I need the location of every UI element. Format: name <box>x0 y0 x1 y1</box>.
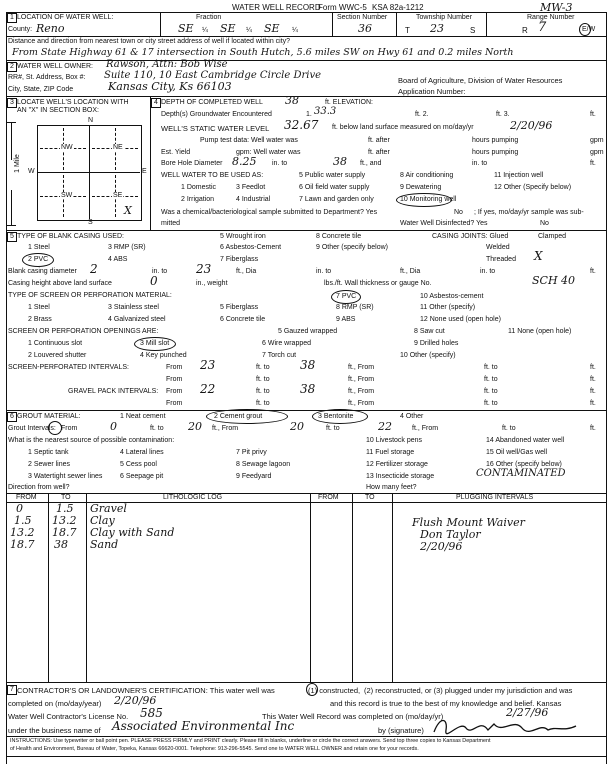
divider <box>486 12 487 36</box>
screen-type: 10 Asbestos-cement <box>420 293 484 300</box>
bentonite-circle <box>312 409 368 424</box>
ft-end: ft. <box>590 400 596 407</box>
howmany-label: How many feet? <box>366 484 417 491</box>
use-option: 8 Air conditioning <box>400 172 454 179</box>
yield-end: gpm <box>590 149 604 156</box>
log-desc: Clay with Sand <box>90 526 175 539</box>
log-col <box>310 493 311 682</box>
ft-from: ft., From <box>348 364 375 371</box>
opening-type: 2 Louvered shutter <box>28 352 87 359</box>
screen-type: 4 Galvanized steel <box>108 316 166 323</box>
log-from: 13.2 <box>10 526 35 539</box>
bore-end: ft. <box>590 160 596 167</box>
ft-to: ft. to <box>502 425 516 432</box>
ft-from: ft., From <box>348 400 375 407</box>
use-option: 2 Irrigation <box>181 196 215 203</box>
section-number: 6 <box>7 412 17 422</box>
openings-label: SCREEN OR PERFORATION OPENINGS ARE: <box>8 328 159 335</box>
divider <box>6 682 607 683</box>
nw-label: NW <box>61 144 73 151</box>
ft-to: ft. to <box>326 425 340 432</box>
source-option: 4 Lateral lines <box>120 449 164 456</box>
bore-to: 38 <box>333 155 347 168</box>
business-label: under the business name of <box>8 726 101 735</box>
static-date: 2/20/96 <box>510 119 553 132</box>
screen-label: TYPE OF SCREEN OR PERFORATION MATERIAL: <box>8 292 172 299</box>
gpi-from: 22 <box>200 382 216 396</box>
log-to: 18.7 <box>52 526 77 539</box>
log-col <box>392 493 393 682</box>
diameter-label: Blank casing diameter <box>8 268 77 275</box>
depth-label: DEPTH OF COMPLETED WELL <box>161 99 263 106</box>
location-label: LOCATION OF WATER WELL: <box>17 14 114 21</box>
diameter-in2: in. to <box>316 268 332 275</box>
license-value: 585 <box>140 706 163 720</box>
completed-date: 2/20/96 <box>114 694 157 707</box>
log-from: 1.5 <box>14 514 32 527</box>
chem-no: No <box>454 209 463 216</box>
gpi-to: 38 <box>300 382 316 396</box>
disinfect-no: No <box>540 220 549 227</box>
casing-type: 3 RMP (SR) <box>108 244 146 251</box>
use-option: 12 Other (Specify below) <box>494 184 572 191</box>
source-option: 1 Septic tank <box>28 449 69 456</box>
from-label: From <box>166 400 183 407</box>
divider <box>6 230 607 231</box>
grout-option: 2 Cement grout <box>214 413 263 420</box>
pump-hours: hours pumping <box>472 137 519 144</box>
screen-type: 7 PVC <box>336 293 357 300</box>
source-option: 5 Cess pool <box>120 461 157 468</box>
gw1-label: 1. <box>306 111 312 118</box>
cement-grout-circle <box>206 409 288 424</box>
ne-label: NE <box>113 144 123 151</box>
use-option: 6 Oil field water supply <box>299 184 370 191</box>
township-s: S <box>470 26 476 35</box>
address-value: Suite 110, 10 East Cambridge Circle Drive <box>104 70 322 81</box>
section-number: 4 <box>151 98 161 108</box>
owner-label: WATER WELL OWNER: <box>17 63 93 70</box>
pump-label: Pump test data: Well water was <box>200 137 298 144</box>
pvc-circle <box>22 253 54 267</box>
township-value: 23 <box>430 22 444 35</box>
use-label: WELL WATER TO BE USED AS: <box>161 172 264 179</box>
log-header-to2: TO <box>365 494 375 501</box>
diameter-value: 2 <box>90 262 98 276</box>
opening-type: 6 Wire wrapped <box>262 340 312 347</box>
from-label: From <box>166 388 183 395</box>
grout-label: GROUT MATERIAL: <box>17 413 81 420</box>
height-value: 0 <box>150 274 158 288</box>
county-value: Reno <box>36 22 65 35</box>
screen-type: 1 Steel <box>28 304 50 311</box>
grout-option: 4 Other <box>400 413 424 420</box>
spi-label: SCREEN-PERFORATED INTERVALS: <box>8 364 129 371</box>
county-label: County: <box>8 26 33 33</box>
screen-type: 8 RMP (SR) <box>336 304 374 311</box>
locate-label: LOCATE WELL'S LOCATION WITH <box>17 99 129 106</box>
pump-after: ft. after <box>368 137 390 144</box>
source-option: 14 Abandoned water well <box>486 437 565 444</box>
section-number: 2 <box>7 62 17 72</box>
diameter-ft2: ft., Dia <box>400 268 421 275</box>
section-number: 1 <box>7 13 17 23</box>
yield-hours: hours pumping <box>472 149 519 156</box>
completed-label: completed on (mo/day/year) <box>8 699 102 708</box>
plug-note: Flush Mount Waiver <box>412 516 525 529</box>
screen-type: 2 Brass <box>28 316 52 323</box>
gpi-label: GRAVEL PACK INTERVALS: <box>68 388 159 395</box>
source-option: 6 Seepage pit <box>120 473 164 480</box>
divider <box>6 60 607 61</box>
source-other-value: CONTAMINATED <box>476 468 566 479</box>
section-number: 5 <box>7 232 17 242</box>
log-desc: Gravel <box>90 502 127 515</box>
north-label: N <box>88 117 94 124</box>
casing-type: 4 ABS <box>108 256 128 263</box>
owner-value: Rawson, Attn: Bob Wise <box>106 59 228 70</box>
quarter-symbol: ¼ <box>292 27 298 34</box>
joints-label: CASING JOINTS: Glued <box>432 233 509 240</box>
ft-to: ft. to <box>256 364 270 371</box>
section-number-label: Section Number <box>337 14 388 21</box>
section-box-midline <box>37 172 140 173</box>
grout-intervals-label: Grout Intervals: <box>8 425 56 432</box>
divider <box>6 410 607 411</box>
yield-gpm: gpm: Well water was <box>236 149 301 156</box>
grout-option: 1 Neat cement <box>120 413 166 420</box>
static-label: WELL'S STATIC WATER LEVEL <box>161 124 270 133</box>
source-option: 16 Other (specify below) <box>486 461 562 468</box>
well-id: MW-3 <box>540 1 573 14</box>
diameter-end: ft. <box>590 268 596 275</box>
source-option: 8 Sewage lagoon <box>236 461 291 468</box>
source-option: 9 Feedyard <box>236 473 272 480</box>
log-header-to: TO <box>61 494 71 501</box>
diameter-ft: ft., Dia <box>236 268 257 275</box>
border-right <box>606 12 607 764</box>
section-number: 3 <box>7 98 17 108</box>
grout-from2-value: 20 <box>290 420 304 433</box>
plug-name: Don Taylor <box>420 528 481 541</box>
opening-type: 10 Other (specify) <box>400 352 456 359</box>
spi-from: 23 <box>200 358 216 372</box>
opening-type: 1 Continuous slot <box>28 340 83 347</box>
screen-type: 3 Stainless steel <box>108 304 159 311</box>
screen-type: 6 Concrete tile <box>220 316 266 323</box>
disinfect-label: Water Well Disinfected? Yes <box>400 220 488 227</box>
source-label: What is the nearest source of possible contamination: <box>8 437 175 444</box>
border-left <box>6 12 7 764</box>
bore-value: 8.25 <box>232 155 257 168</box>
ft-end: ft. <box>590 364 596 371</box>
casing-type: 6 Asbestos-Cement <box>220 244 282 251</box>
ft-to: ft. to <box>484 364 498 371</box>
yield-label: Est. Yield <box>161 149 191 156</box>
range-value: 7 <box>538 20 547 35</box>
ft-from: ft., From <box>412 425 439 432</box>
form-number: Form WWC-5 <box>318 3 367 12</box>
ksa-label: KSA 82a-1212 <box>372 3 424 12</box>
ft-to: ft. to <box>256 388 270 395</box>
distance-label: Distance and direction from nearest town or city street address of well if located within city? <box>8 38 291 45</box>
opening-type: 11 None (open hole) <box>508 328 572 335</box>
chem-if: ; If yes, mo/day/yr sample was sub- <box>474 209 584 216</box>
cert-label: CONTRACTOR'S OR LANDOWNER'S CERTIFICATION: This water well was <box>17 686 275 695</box>
monitoring-circle <box>396 193 452 207</box>
casing-type: 7 Fiberglass <box>220 256 259 263</box>
record-date: 2/27/96 <box>506 706 549 719</box>
use-option: 5 Public water supply <box>299 172 366 179</box>
form-title: WATER WELL RECORD <box>232 3 321 12</box>
mile-line <box>11 190 12 225</box>
casing-type: 1 Steel <box>28 244 50 251</box>
welded-label: Welded <box>486 244 510 251</box>
diameter-in3: in. to <box>480 268 496 275</box>
gw1-value: 33.3 <box>314 106 337 117</box>
use-option: 10 Monitoring well <box>400 196 457 203</box>
instructions-2: of Health and Environment, Bureau of Water, Topeka, Kansas 66620-0001. Telephone: 913-296-5545. Send one to WATER WELL OWNER and retain one for your records. <box>10 746 419 752</box>
instructions: INSTRUCTIONS: Use typewriter or ball point pen. PLEASE PRESS FIRMLY and PRINT clearly. Please fill in blanks, underline or circle the correct answers. Send top three copies to Kansas Department <box>10 738 491 744</box>
divider <box>332 12 333 36</box>
source-option: 15 Oil well/Gas well <box>486 449 548 456</box>
screen-type: 12 None used (open hole) <box>420 316 501 323</box>
divider <box>6 756 607 757</box>
bore-in2: in. to <box>472 160 488 167</box>
opening-type: 8 Saw cut <box>414 328 445 335</box>
truth-statement: and this record is true to the best of my knowledge and belief. Kansas <box>330 699 562 708</box>
grout-option: 3 Bentonite <box>318 413 354 420</box>
opening-type: 3 Mill slot <box>140 340 170 347</box>
section-number: 7 <box>7 685 17 695</box>
source-option: 10 Livestock pens <box>366 437 423 444</box>
diameter-to: 23 <box>196 262 212 276</box>
casing-type: 5 Wrought iron <box>220 233 266 240</box>
from-label: From <box>166 376 183 383</box>
mile-line <box>11 122 12 160</box>
divider <box>6 12 607 13</box>
depth-value: 38 <box>285 94 299 107</box>
use-option: 1 Domestic <box>181 184 217 191</box>
from-label: From <box>61 425 78 432</box>
source-option: 12 Fertilizer storage <box>366 461 428 468</box>
elevation-label: ft. ELEVATION: <box>325 99 373 106</box>
log-from: 0 <box>16 502 23 515</box>
south-label: S <box>88 219 93 226</box>
threaded-label: Threaded <box>486 256 516 263</box>
log-desc: Clay <box>90 514 115 527</box>
range-ew: E/W <box>582 26 596 33</box>
business-value: Associated Environmental Inc <box>112 719 295 733</box>
source-option: 3 Watertight sewer lines <box>28 473 103 480</box>
mill-slot-circle <box>134 337 176 351</box>
log-from: 18.7 <box>10 538 35 551</box>
use-option: 4 Industrial <box>236 196 271 203</box>
ft-end: ft. <box>590 376 596 383</box>
divider <box>6 736 607 737</box>
section-value: 36 <box>358 22 372 35</box>
constructed-circle <box>306 683 318 696</box>
casing-label: TYPE OF BLANK CASING USED: <box>17 233 124 240</box>
ft-to: ft. to <box>150 425 164 432</box>
board-label: Board of Agriculture, Division of Water Resources <box>398 76 563 85</box>
fraction-1: SE <box>178 22 194 35</box>
groundwater-label: Depth(s) Groundwater Encountered <box>161 111 272 118</box>
quarter-symbol: ¼ <box>202 27 208 34</box>
bore-ft: ft., and <box>360 160 382 167</box>
screen-type: 5 Fiberglass <box>220 304 259 311</box>
use-option: 7 Lawn and garden only <box>299 196 374 203</box>
gauge-value: SCH 40 <box>532 274 576 287</box>
plug-date: 2/20/96 <box>420 540 463 553</box>
cert-constructed: (1) constructed, <box>308 686 361 695</box>
screen-type: 11 Other (specify) <box>420 304 476 311</box>
casing-type: 8 Concrete tile <box>316 233 362 240</box>
fraction-label: Fraction <box>196 14 222 21</box>
log-header-from2: FROM <box>318 494 339 501</box>
threaded-mark: X <box>534 249 543 263</box>
log-col <box>86 493 87 682</box>
ft-to: ft. to <box>256 376 270 383</box>
divider <box>6 96 607 97</box>
se-label: SE <box>113 192 123 199</box>
divider <box>150 96 151 230</box>
source-option: 2 Sewer lines <box>28 461 71 468</box>
opening-type: 7 Torch cut <box>262 352 297 359</box>
log-header-plug: PLUGGING INTERVALS <box>456 494 534 501</box>
mile-tick <box>6 225 16 226</box>
bore-in: in. to <box>272 160 288 167</box>
divider <box>160 12 161 36</box>
log-to: 1.5 <box>56 502 74 515</box>
grout-to2-value: 22 <box>378 420 392 433</box>
casing-type: 2 PVC <box>28 256 49 263</box>
direction-label: Direction from well? <box>8 484 70 491</box>
opening-type: 4 Key punched <box>140 352 187 359</box>
city-label: City, State, ZIP Code <box>8 86 74 93</box>
from-label: From <box>166 364 183 371</box>
source-option: 7 Pit privy <box>236 449 267 456</box>
height-in: in., weight <box>196 280 228 287</box>
range-label: Range Number <box>527 14 575 21</box>
record-completed-label: This Water Well Record was completed on (mo/day/yr) <box>262 712 444 721</box>
address-label: RR#, St. Address, Box #: <box>8 74 86 81</box>
use-option: 9 Dewatering <box>400 184 442 191</box>
ew-circle <box>579 23 591 36</box>
ft-to: ft. to <box>484 388 498 395</box>
divider <box>6 36 607 37</box>
log-to: 38 <box>54 538 68 551</box>
log-col <box>48 493 49 682</box>
ft-end: ft. <box>590 425 596 432</box>
ft-from: ft., From <box>348 388 375 395</box>
log-header-litho: LITHOLOGIC LOG <box>163 494 223 501</box>
pump-gpm: gpm <box>590 137 604 144</box>
divider <box>396 12 397 36</box>
static-mid: ft. below land surface measured on mo/day/yr <box>332 124 474 131</box>
opening-type: 9 Drilled holes <box>414 340 459 347</box>
screen-pvc-circle <box>331 290 361 304</box>
yield-after: ft. after <box>368 149 390 156</box>
bore-label: Bore Hole Diameter <box>161 160 223 167</box>
township-label: Township Number <box>416 14 473 21</box>
east-label: E <box>142 168 147 175</box>
west-label: W <box>28 168 35 175</box>
application-label: Application Number: <box>398 87 466 96</box>
lbs-label: lbs./ft. Wall thickness or gauge No. <box>324 280 432 287</box>
log-header-from: FROM <box>16 494 37 501</box>
ft-from: ft., From <box>348 376 375 383</box>
log-to: 13.2 <box>52 514 77 527</box>
clamped-label: Clamped <box>538 233 567 240</box>
casing-type: 9 Other (specify below) <box>316 244 388 251</box>
gw2-label: ft. 2. <box>415 111 429 118</box>
signature-image <box>430 714 580 738</box>
ft-to: ft. to <box>484 400 498 407</box>
gw3-label: ft. 3. <box>496 111 510 118</box>
ft-from: ft., From <box>212 425 239 432</box>
quarter-symbol: ¼ <box>246 27 252 34</box>
mitted-label: mitted <box>161 220 181 227</box>
diameter-in: in. to <box>152 268 168 275</box>
distance-value: From State Highway 61 & 17 intersection in South Hutch, 5.6 miles SW on Hwy 61 and 0.2 miles North <box>12 47 514 58</box>
source-option: 11 Fuel storage <box>366 449 415 456</box>
opening-type: 5 Gauzed wrapped <box>278 328 338 335</box>
ft-end: ft. <box>590 388 596 395</box>
township-t: T <box>405 26 410 35</box>
grout-to-value: 20 <box>188 420 202 433</box>
ft-to: ft. to <box>256 400 270 407</box>
chem-label: Was a chemical/bacteriological sample submitted to Department? Yes <box>161 209 378 216</box>
fraction-2: SE <box>220 22 236 35</box>
locate-label-2: AN "X" IN SECTION BOX: <box>17 107 99 114</box>
license-label: Water Well Contractor's License No. <box>8 712 129 721</box>
log-desc: Sand <box>90 538 119 551</box>
spi-to: 38 <box>300 358 316 372</box>
use-option: 3 Feedlot <box>236 184 266 191</box>
grout-from-circle <box>48 421 62 435</box>
static-value: 32.67 <box>284 118 319 132</box>
well-location-mark: X <box>124 204 132 217</box>
sw-label: SW <box>61 192 73 199</box>
signature-label: by (signature) <box>378 726 424 735</box>
source-option: 13 Insecticide storage <box>366 473 435 480</box>
log-col <box>352 493 353 682</box>
fraction-3: SE <box>264 22 280 35</box>
screen-type: 9 ABS <box>336 316 356 323</box>
mile-label: 1 Mile <box>13 154 21 173</box>
gw-end: ft. <box>590 111 596 118</box>
height-label: Casing height above land surface <box>8 280 112 287</box>
grout-from-value: 0 <box>110 420 117 433</box>
city-value: Kansas City, Ks 66103 <box>108 80 232 93</box>
cert-options: (2) reconstructed, or (3) plugged under my jurisdiction and was <box>364 686 573 695</box>
ft-to: ft. to <box>484 376 498 383</box>
range-r: R <box>522 26 528 35</box>
use-option: 11 Injection well <box>494 172 544 179</box>
